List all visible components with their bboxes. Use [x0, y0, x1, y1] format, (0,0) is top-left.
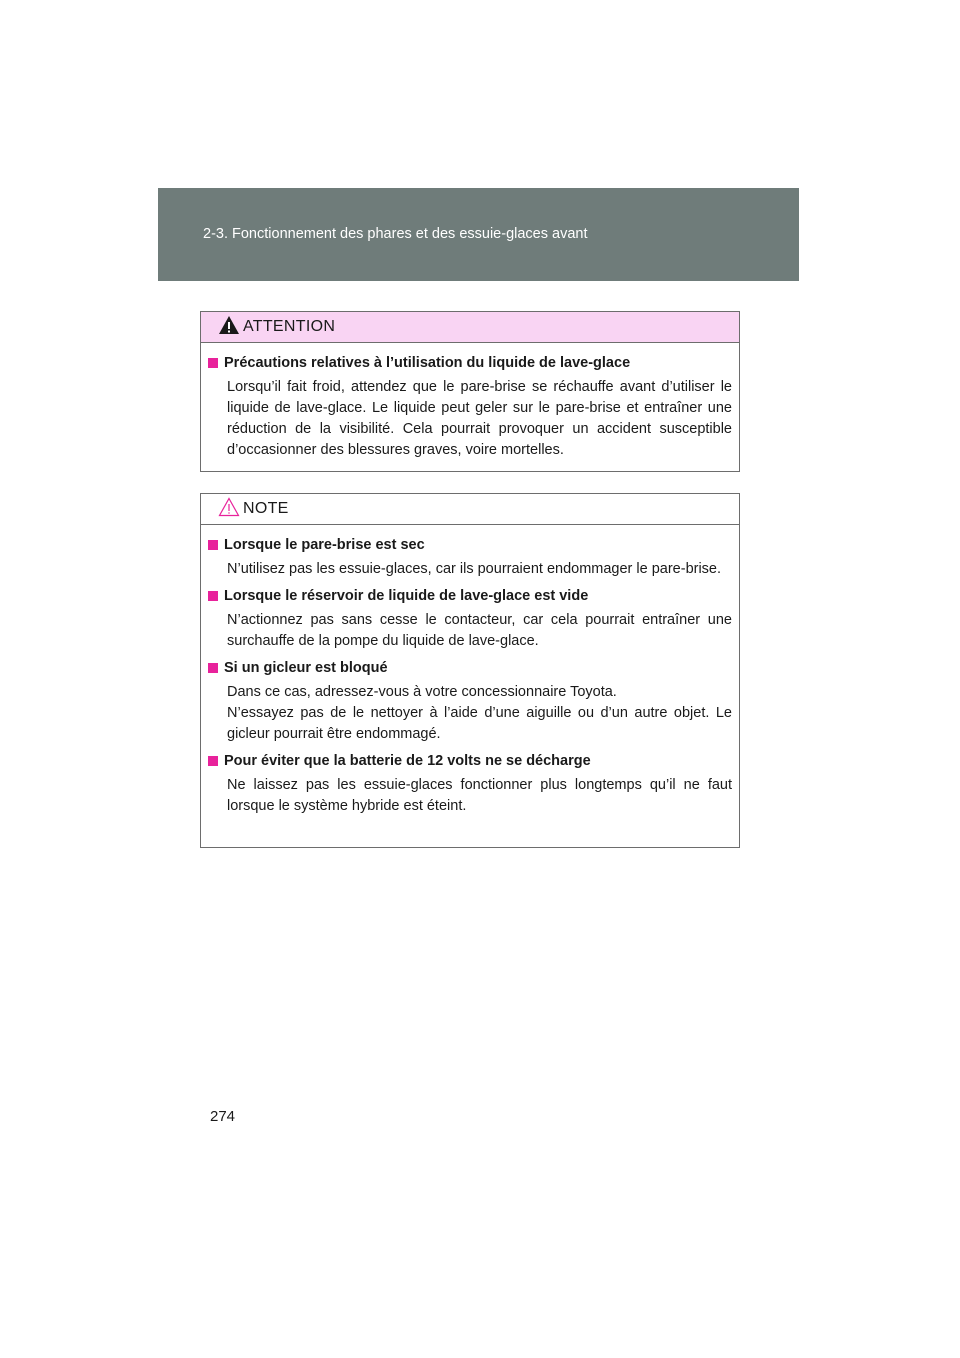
- note-item-heading-text: Lorsque le pare-brise est sec: [224, 537, 425, 553]
- note-item-text: Ne laissez pas les essuie-glaces fonctionner plus longtemps qu’il ne faut lorsque le système hybride est éteint.: [227, 777, 732, 814]
- note-item-heading-text: Pour éviter que la batterie de 12 volts ne se décharge: [224, 753, 591, 769]
- note-item-heading: [208, 751, 732, 771]
- attention-item-heading: [208, 353, 732, 373]
- note-item-heading: [208, 586, 732, 606]
- square-bullet-icon: [208, 358, 218, 368]
- warning-triangle-outline-icon: [218, 497, 240, 517]
- attention-box: [200, 311, 740, 472]
- attention-body: [201, 343, 739, 481]
- square-bullet-icon: [208, 663, 218, 673]
- note-item: [208, 535, 732, 580]
- attention-item-text: Lorsqu’il fait froid, attendez que le pare-brise se réchauffe avant d’utiliser le liquide de lave-glace. Le liquide peut geler sur le pare-brise et entraîner une réduction de la visibilité. Cela pourrait provoquer un accident susceptible d’occasionner des blessures graves, voire mortelles.: [227, 379, 732, 458]
- note-item-heading-text: Lorsque le réservoir de liquide de lave-glace est vide: [224, 588, 589, 604]
- attention-item: [208, 353, 732, 461]
- note-item-text: N’utilisez pas les essuie-glaces, car ils pourraient endommager le pare-brise.: [227, 561, 722, 577]
- warning-triangle-filled-icon: [218, 315, 240, 335]
- note-item: [208, 658, 732, 745]
- attention-title: ATTENTION: [243, 318, 336, 335]
- square-bullet-icon: [208, 756, 218, 766]
- attention-item-heading-text: Précautions relatives à l’utilisation du liquide de lave-glace: [224, 355, 631, 371]
- square-bullet-icon: [208, 540, 218, 550]
- section-title: 2-3. Fonctionnement des phares et des essuie-glaces avant: [203, 226, 588, 242]
- note-item-heading-text: Si un gicleur est bloqué: [224, 660, 388, 676]
- note-box-header: [201, 494, 739, 525]
- note-title: NOTE: [243, 500, 289, 517]
- attention-box-header: [201, 312, 739, 343]
- note-item-heading: [208, 535, 732, 555]
- note-item-text: N’actionnez pas sans cesse le contacteur, car cela pourrait entraîner une surchauffe de la pompe du liquide de lave-glace.: [227, 612, 732, 649]
- note-box: [200, 493, 740, 848]
- square-bullet-icon: [208, 591, 218, 601]
- section-header-band: [158, 188, 799, 281]
- note-item: [208, 586, 732, 652]
- note-item-text-2: N’essayez pas de le nettoyer à l’aide d’une aiguille ou d’un autre objet. Le gicleur pourrait être endommagé.: [227, 705, 732, 742]
- note-body: [201, 525, 739, 837]
- note-item-text: Dans ce cas, adressez-vous à votre concessionnaire Toyota.: [227, 684, 617, 700]
- page-number: 274: [210, 1108, 236, 1125]
- note-item-heading: [208, 658, 732, 678]
- note-item: [208, 751, 732, 817]
